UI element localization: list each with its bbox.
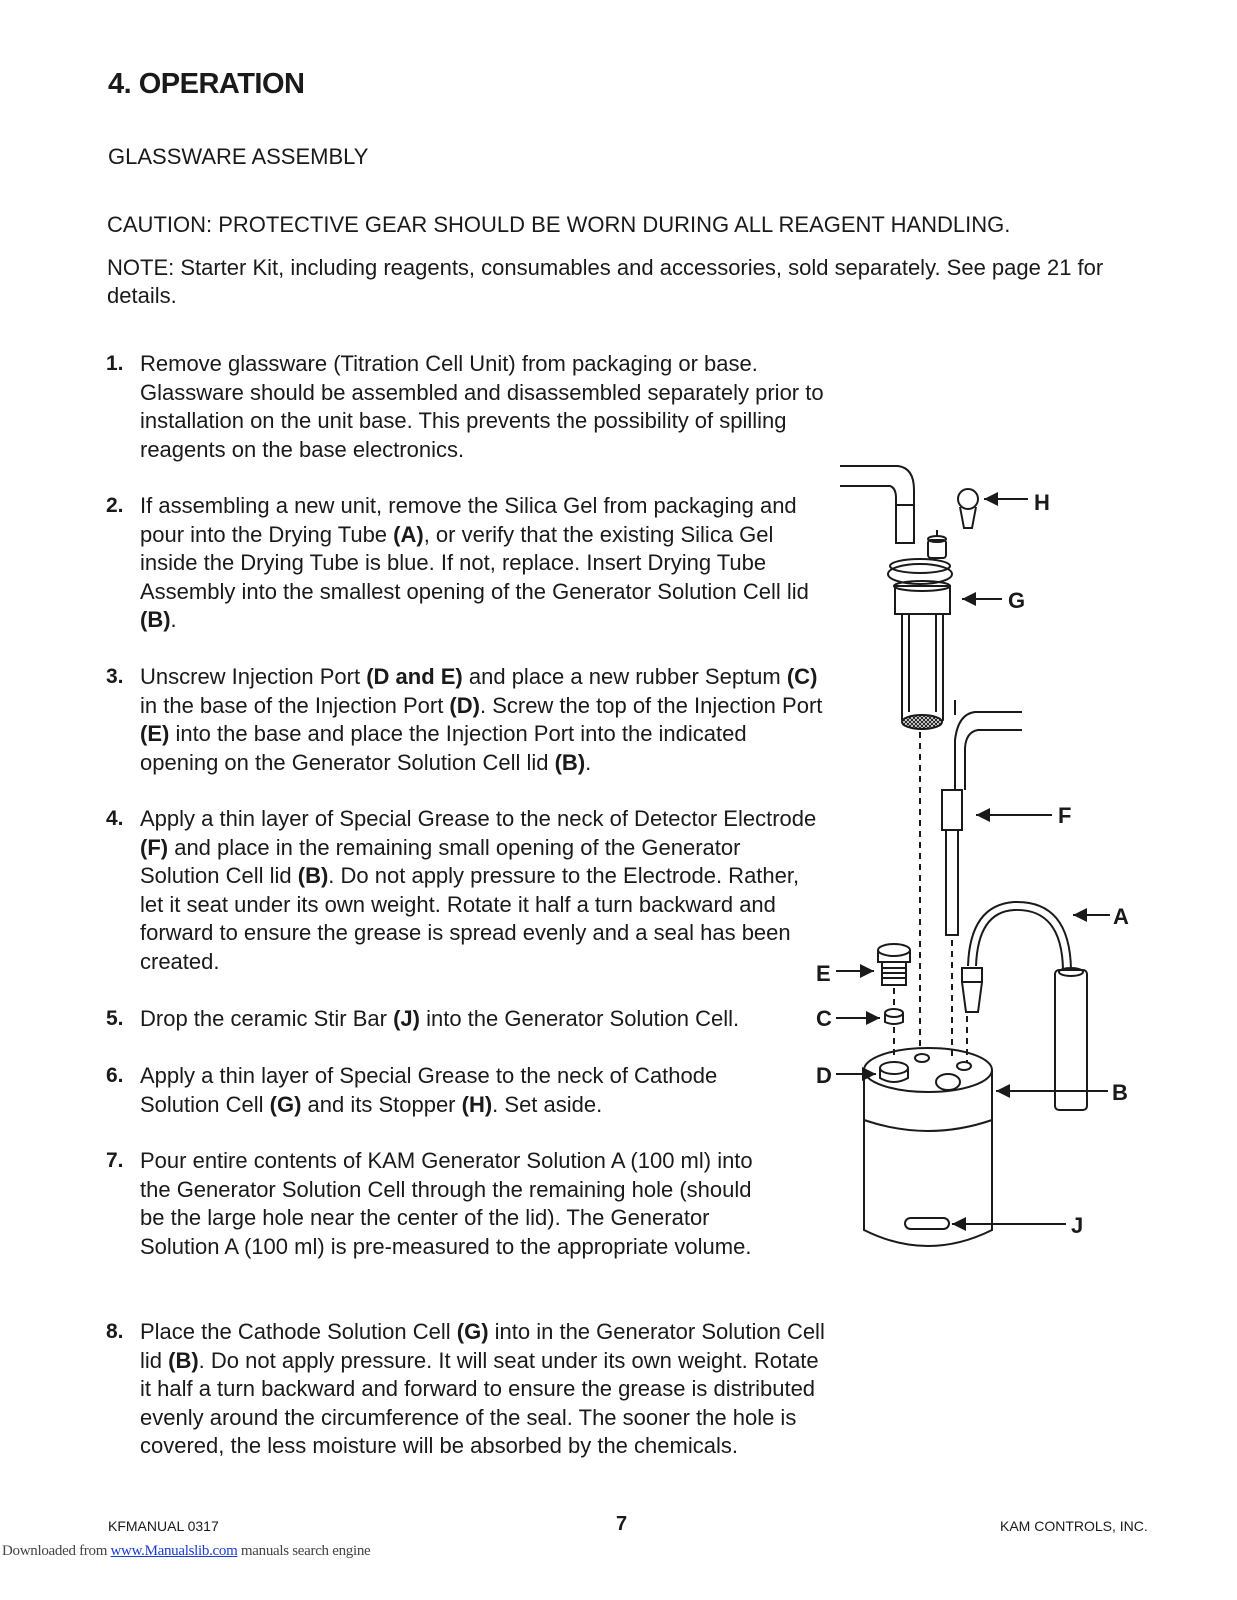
label-e: E: [816, 961, 831, 986]
step-7: [106, 1147, 826, 1261]
step-number: 3.: [106, 665, 124, 688]
septum-drawing: [885, 1009, 903, 1024]
manualslib-link[interactable]: www.Manualslib.com: [110, 1543, 238, 1559]
step-number: 2.: [106, 494, 124, 517]
step-text: Apply a thin layer of Special Grease to the neck of Cathode Solution Cell (G) and its Stopper (H). Set aside.: [140, 1063, 718, 1117]
footer-doc-id: KFMANUAL 0317: [108, 1518, 219, 1534]
generator-cell-drawing: [864, 1048, 992, 1246]
step-text: Pour entire contents of KAM Generator Solution A (100 ml) into the Generator Solution Cell through the remaining hole (should be the large hole near the center of the lid). The Generator Solution A (100 ml) is pre-measured to the appropriate volume.: [140, 1148, 753, 1259]
drying-tube-drawing: [962, 902, 1087, 1110]
step-4: [106, 805, 826, 976]
step-number: 8.: [106, 1320, 124, 1343]
cathode-cell-drawing: [840, 466, 952, 728]
step-number: 5.: [106, 1007, 124, 1030]
step-5: [106, 1005, 826, 1034]
insertion-guides: [894, 530, 967, 1062]
step-text: Unscrew Injection Port (D and E) and place a new rubber Septum (C) in the base of the Injection Port (D). Screw the top of the Injection Port (E) into the base and place the Injection Port into the indicated opening on the Generator Solution Cell lid (B).: [140, 664, 823, 775]
label-j: J: [1071, 1213, 1084, 1238]
step-text: Drop the ceramic Stir Bar (J) into the Generator Solution Cell.: [140, 1006, 740, 1031]
step-text: If assembling a new unit, remove the Silica Gel from packaging and pour into the Drying Tube (A), or verify that the existing Silica Gel inside the Drying Tube is blue. If not, replace. Insert Drying Tube Assembly into the smallest opening of the Generator Solution Cell lid (B).: [140, 493, 809, 632]
step-number: 1.: [106, 352, 124, 375]
stopper-drawing: [958, 489, 978, 528]
injection-port-top-drawing: [878, 944, 910, 985]
step-number: 6.: [106, 1064, 124, 1087]
label-a: A: [1113, 904, 1129, 929]
section-heading: 4. OPERATION: [108, 68, 305, 100]
note-text: NOTE: Starter Kit, including reagents, consumables and accessories, sold separately. See page 21 for details.: [107, 255, 1104, 308]
step-number: 4.: [106, 807, 124, 830]
label-g: G: [1008, 588, 1026, 613]
stir-bar-drawing: [905, 1218, 949, 1229]
footer-company: KAM CONTROLS, INC.: [1000, 1518, 1148, 1534]
label-h: H: [1034, 490, 1050, 515]
step-text: Remove glassware (Titration Cell Unit) from packaging or base. Glassware should be assembled and disassembled separately prior to installation on the unit base. This prevents the possibility of spilling reagents on the base electronics.: [140, 351, 824, 462]
electrode-drawing: [942, 700, 1022, 935]
step-text: Place the Cathode Solution Cell (G) into in the Generator Solution Cell lid (B). Do not apply pressure. It will seat under its own weight. Rotate it half a turn backward and forward to ensure the grease is distributed evenly around the circumference of the seal. The sooner the hole is covered, the less moisture will be absorbed by the chemicals.: [140, 1319, 825, 1458]
step-3: [106, 663, 826, 777]
label-f: F: [1058, 803, 1072, 828]
step-2: [106, 492, 826, 635]
glassware-diagram: [800, 460, 1160, 1260]
label-b: B: [1112, 1080, 1128, 1105]
step-number: 7.: [106, 1149, 124, 1172]
subsection-heading: GLASSWARE ASSEMBLY: [108, 144, 369, 169]
page-number: 7: [616, 1513, 628, 1535]
download-notice: Downloaded from www.Manualslib.com manuals search engine: [2, 1543, 371, 1559]
step-6: [106, 1062, 826, 1119]
step-1: [106, 350, 826, 464]
caution-text: CAUTION: PROTECTIVE GEAR SHOULD BE WORN DURING ALL REAGENT HANDLING.: [107, 212, 1011, 237]
label-d: D: [816, 1063, 832, 1088]
label-c: C: [816, 1006, 832, 1031]
step-text: Apply a thin layer of Special Grease to the neck of Detector Electrode (F) and place in the remaining small opening of the Generator Solution Cell lid (B). Do not apply pressure to the Electrode. Rather, let it seat under its own weight. Rotate it half a turn backward and forward to ensure the grease is spread evenly and a seal has been created.: [140, 806, 817, 974]
step-8: [106, 1318, 826, 1461]
